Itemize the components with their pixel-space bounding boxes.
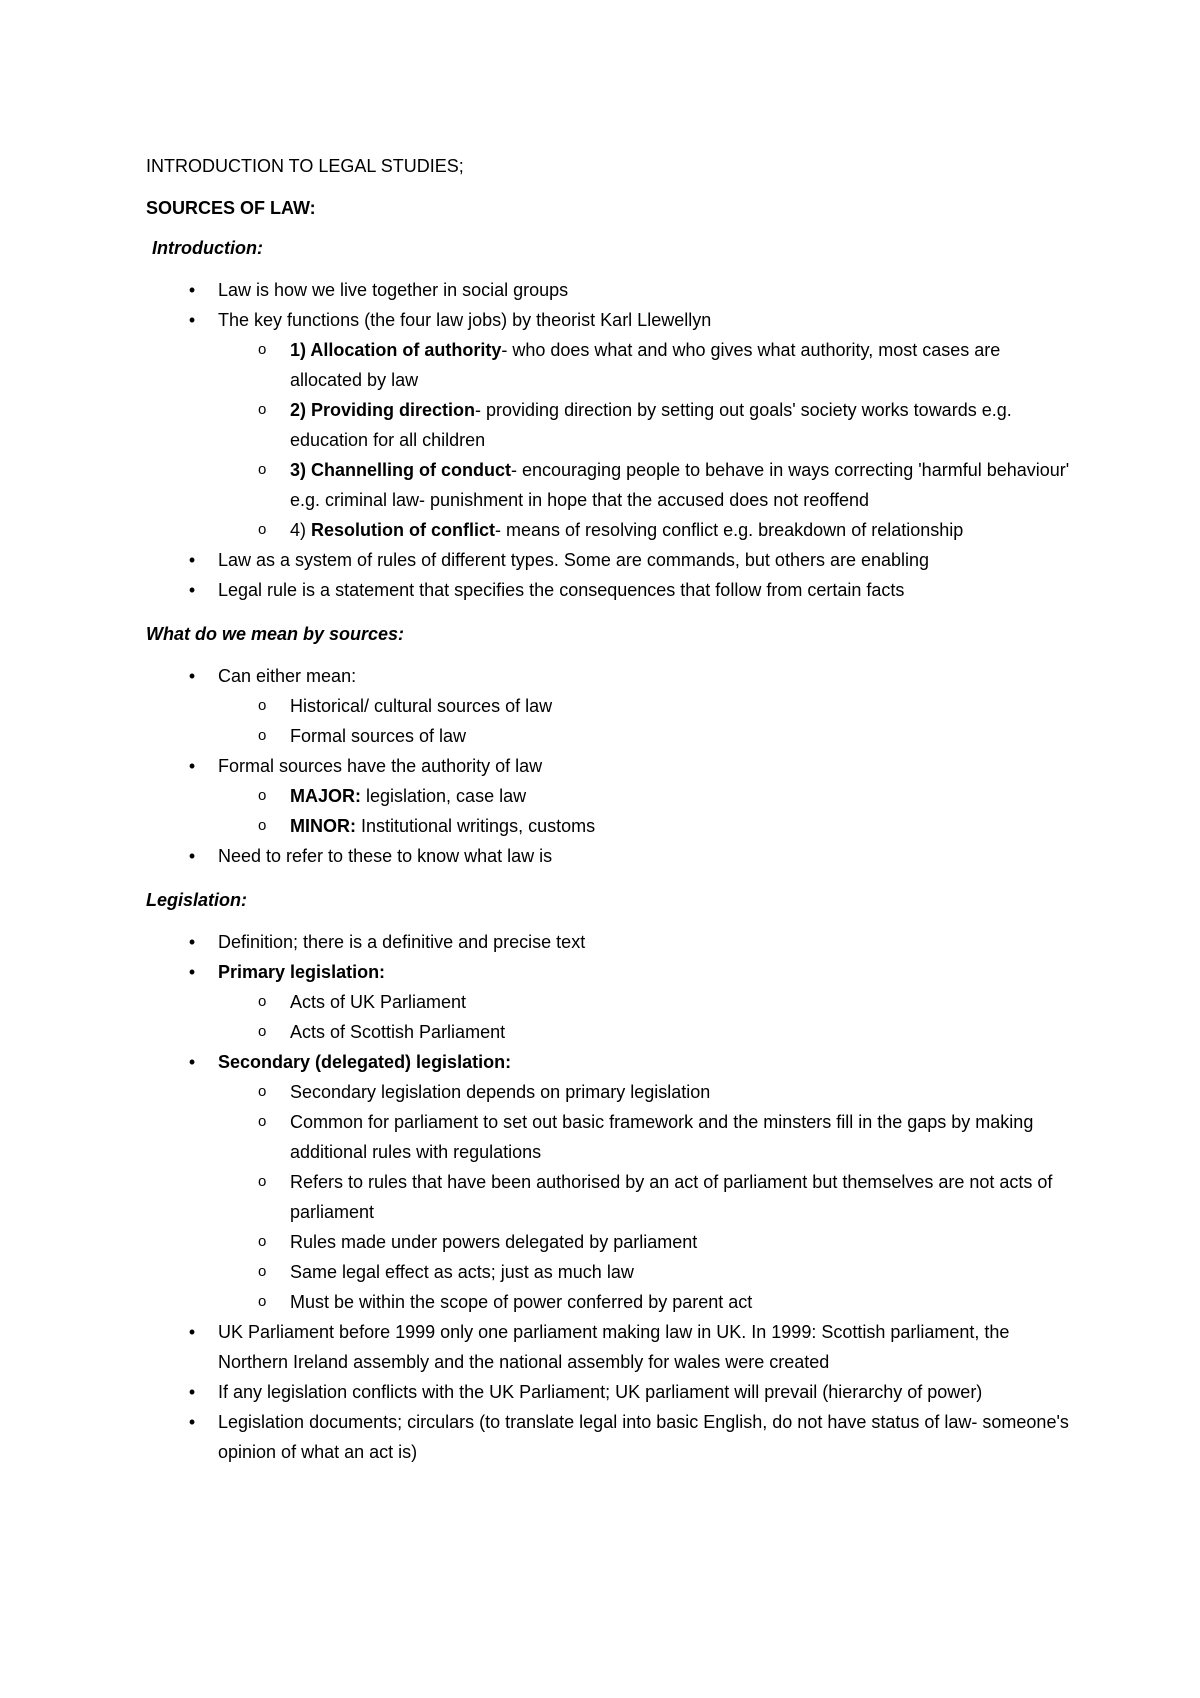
circle-bullet-icon: o	[258, 461, 267, 478]
list-item: o MINOR: Institutional writings, customs	[218, 811, 1076, 841]
list-item: o MAJOR: legislation, case law	[218, 781, 1076, 811]
list-item: • Can either mean: o Historical/ cultural sources of law o Formal sources of law	[146, 661, 1076, 751]
list-item: o Acts of Scottish Parliament	[218, 1017, 1076, 1047]
list-item: • If any legislation conflicts with the UK Parliament; UK parliament will prevail (hierarchy of power)	[146, 1377, 1076, 1407]
circle-bullet-icon: o	[258, 1113, 267, 1130]
sources-heading: What do we mean by sources:	[146, 624, 405, 644]
list-item: • Definition; there is a definitive and precise text	[146, 927, 1076, 957]
list-item: o Must be within the scope of power conferred by parent act	[218, 1287, 1076, 1317]
legislation-list	[146, 927, 1076, 1467]
list-item: o Refers to rules that have been authorised by an act of parliament but themselves are not acts of parliament	[218, 1167, 1076, 1227]
bullet-icon: •	[188, 666, 196, 686]
circle-bullet-icon: o	[258, 1173, 267, 1190]
list-item: o Secondary legislation depends on primary legislation	[218, 1077, 1076, 1107]
legislation-heading: Legislation:	[146, 890, 248, 910]
circle-bullet-icon: o	[258, 401, 267, 418]
list-item: o Historical/ cultural sources of law	[218, 691, 1076, 721]
list-item: o Same legal effect as acts; just as much law	[218, 1257, 1076, 1287]
list-item: • The key functions (the four law jobs) by theorist Karl Llewellyn o 1) Allocation of authority- who does what and who gives what authority, most cases are allocated by law o 2) Providing direction- providing direction by setting out goals' society works towards e.g. education for all children o 3) Channelling of conduct- encouraging people to behave in ways correcting 'harmful behaviour' e.g. criminal law- punishment in hope that the accused does not reoffend o 4) Resolution of conflict- means of resolving conflict e.g. breakdown of relationship	[146, 305, 1076, 545]
circle-bullet-icon: o	[258, 1263, 267, 1280]
list-item: • Need to refer to these to know what law is	[146, 841, 1076, 871]
circle-bullet-icon: o	[258, 727, 267, 744]
circle-bullet-icon: o	[258, 787, 267, 804]
list-item: • UK Parliament before 1999 only one parliament making law in UK. In 1999: Scottish parliament, the Northern Ireland assembly and the national assembly for wales were created	[146, 1317, 1076, 1377]
circle-bullet-icon: o	[258, 1233, 267, 1250]
list-item: o 1) Allocation of authority- who does what and who gives what authority, most cases are allocated by law	[218, 335, 1076, 395]
bullet-icon: •	[188, 580, 196, 600]
circle-bullet-icon: o	[258, 993, 267, 1010]
law-jobs-list	[218, 335, 1076, 545]
list-item: o 2) Providing direction- providing direction by setting out goals' society works towards e.g. education for all children	[218, 395, 1076, 455]
introduction-heading: Introduction:	[152, 238, 263, 258]
bullet-icon: •	[188, 1412, 196, 1432]
circle-bullet-icon: o	[258, 1023, 267, 1040]
bullet-icon: •	[188, 756, 196, 776]
list-item: o 4) Resolution of conflict- means of resolving conflict e.g. breakdown of relationship	[218, 515, 1076, 545]
bullet-icon: •	[188, 550, 196, 570]
list-item: o Rules made under powers delegated by parliament	[218, 1227, 1076, 1257]
list-item: • Formal sources have the authority of law o MAJOR: legislation, case law o MINOR: Institutional writings, customs	[146, 751, 1076, 841]
bullet-icon: •	[188, 310, 196, 330]
list-item: • Primary legislation: o Acts of UK Parliament o Acts of Scottish Parliament	[146, 957, 1076, 1047]
list-item: o 3) Channelling of conduct- encouraging people to behave in ways correcting 'harmful behaviour' e.g. criminal law- punishment in hope that the accused does not reoffend	[218, 455, 1076, 515]
circle-bullet-icon: o	[258, 521, 267, 538]
bullet-icon: •	[188, 280, 196, 300]
list-item: o Acts of UK Parliament	[218, 987, 1076, 1017]
introduction-list	[146, 275, 1076, 605]
bullet-icon: •	[188, 932, 196, 952]
bullet-icon: •	[188, 846, 196, 866]
list-item: o Common for parliament to set out basic framework and the minsters fill in the gaps by making additional rules with regulations	[218, 1107, 1076, 1167]
document-title: INTRODUCTION TO LEGAL STUDIES;	[146, 156, 464, 176]
sources-of-law-heading: SOURCES OF LAW:	[146, 198, 316, 218]
list-item: • Secondary (delegated) legislation: o Secondary legislation depends on primary legislation o Common for parliament to set out basic framework and the minsters fill in the gaps by making additional rules with regulations o Refers to rules that have been authorised by an act of parliament but themselves are not acts of parliament o Rules made under powers delegated by parliament o Same legal effect as acts; just as much law o Must be within the scope of power conferred by parent act	[146, 1047, 1076, 1317]
sources-list	[146, 661, 1076, 871]
circle-bullet-icon: o	[258, 341, 267, 358]
circle-bullet-icon: o	[258, 817, 267, 834]
list-item: • Legislation documents; circulars (to translate legal into basic English, do not have status of law- someone's opinion of what an act is)	[146, 1407, 1076, 1467]
bullet-icon: •	[188, 1052, 196, 1072]
list-item: • Law as a system of rules of different types. Some are commands, but others are enabling	[146, 545, 1076, 575]
list-item: • Law is how we live together in social groups	[146, 275, 1076, 305]
bullet-icon: •	[188, 1382, 196, 1402]
bullet-icon: •	[188, 962, 196, 982]
document-body	[146, 151, 1076, 1481]
circle-bullet-icon: o	[258, 697, 267, 714]
list-item: • Legal rule is a statement that specifies the consequences that follow from certain facts	[146, 575, 1076, 605]
list-item: o Formal sources of law	[218, 721, 1076, 751]
bullet-icon: •	[188, 1322, 196, 1342]
circle-bullet-icon: o	[258, 1083, 267, 1100]
circle-bullet-icon: o	[258, 1293, 267, 1310]
